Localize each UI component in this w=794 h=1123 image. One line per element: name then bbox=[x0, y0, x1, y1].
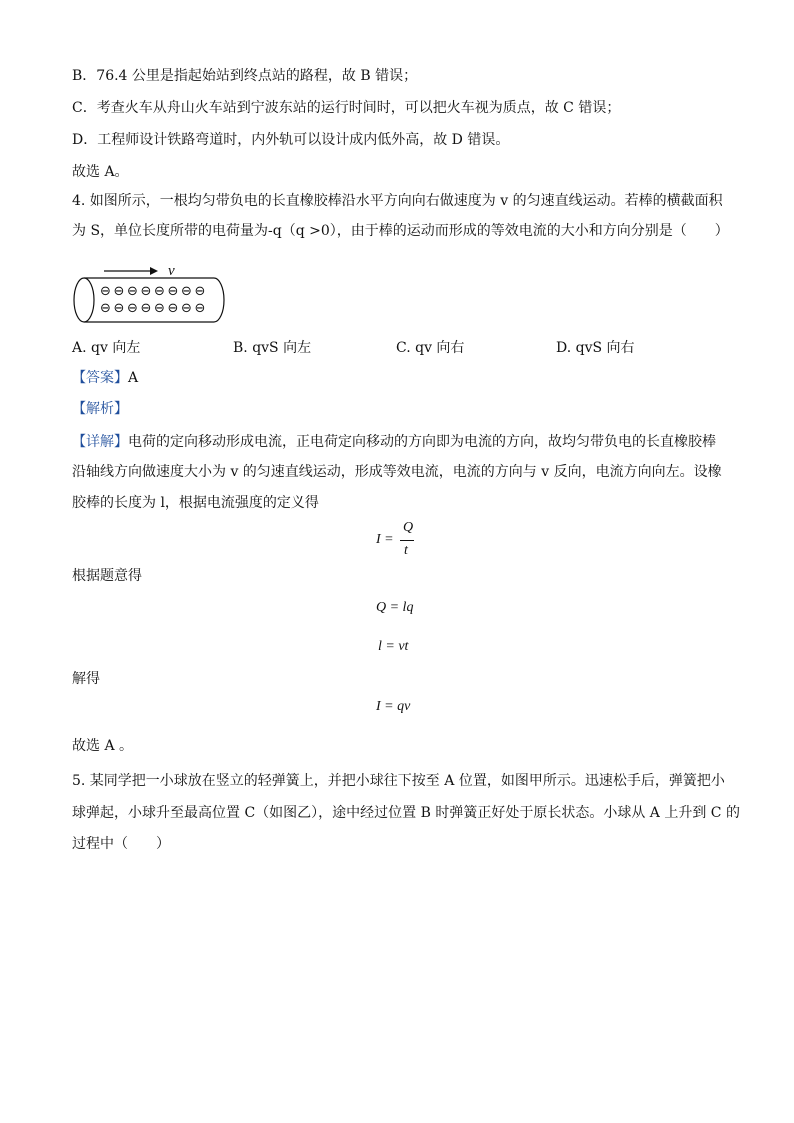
detail-text-1: 电荷的定向移动形成电流，正电荷定向移动的方向即为电流的方向，故均匀带负电的长直橡胶棒 bbox=[128, 434, 716, 450]
equation-current-definition bbox=[376, 520, 422, 564]
negative-charge: ⊖ bbox=[194, 284, 206, 299]
line-option-c: C．考查火车从舟山火车站到宁波东站的运行时间时，可以把火车视为质点，故 C 错误； bbox=[72, 100, 621, 116]
negative-charge: ⊖ bbox=[167, 284, 179, 299]
answer-value: A bbox=[128, 370, 139, 386]
answer-line bbox=[72, 368, 138, 388]
analysis-tag: 【解析】 bbox=[72, 401, 128, 417]
negative-charge: ⊖ bbox=[140, 301, 152, 316]
rod-end-face bbox=[74, 278, 94, 322]
detail-line-1 bbox=[72, 432, 716, 452]
negative-charge: ⊖ bbox=[194, 301, 206, 316]
choose-answer-2: 故选 A 。 bbox=[72, 738, 134, 754]
question-5-line-2: 球弹起，小球升至最高位置 C（如图乙），途中经过位置 B 时弹簧正好处于原长状态。小球从 A 上升到 C 的 bbox=[72, 805, 740, 821]
detail-line-3: 胶棒的长度为 l，根据电流强度的定义得 bbox=[72, 495, 319, 511]
solve-label: 解得 bbox=[72, 671, 100, 687]
velocity-arrow-head bbox=[150, 267, 158, 275]
option-d: D. qvS 向右 bbox=[556, 340, 635, 356]
negative-charge: ⊖ bbox=[113, 284, 125, 299]
negative-charge: ⊖ bbox=[127, 284, 138, 299]
negative-charge: ⊖ bbox=[100, 301, 111, 316]
question-4-line-1: 4. 如图所示，一根均匀带负电的长直橡胶棒沿水平方向向右做速度为 v 的匀速直线运动。若棒的横截面积 bbox=[72, 193, 723, 209]
equation-length: l = vt bbox=[378, 639, 409, 654]
negative-charge: ⊖ bbox=[113, 301, 125, 316]
line-option-b: B．76.4 公里是指起始站到终点站的路程，故 B 错误； bbox=[72, 68, 418, 84]
option-c: C. qv 向右 bbox=[396, 340, 465, 356]
fraction-numerator: Q bbox=[403, 520, 414, 535]
negative-charge: ⊖ bbox=[154, 301, 165, 316]
negative-charge: ⊖ bbox=[181, 301, 192, 316]
question-5-line-3: 过程中（ ） bbox=[72, 836, 170, 852]
negative-charge: ⊖ bbox=[127, 301, 138, 316]
negative-charge: ⊖ bbox=[154, 284, 165, 299]
equation-charge: Q = lq bbox=[376, 600, 414, 615]
detail-line-2: 沿轴线方向做速度大小为 v 的匀速直线运动，形成等效电流，电流的方向与 v 反向，电流方向向左。设橡 bbox=[72, 464, 722, 480]
negative-charge: ⊖ bbox=[167, 301, 179, 316]
choose-answer-1: 故选 A。 bbox=[72, 164, 129, 180]
negative-charge: ⊖ bbox=[140, 284, 152, 299]
velocity-label: v bbox=[168, 263, 175, 279]
question-4-line-2: 为 S，单位长度所带的电荷量为-q（q >0），由于棒的运动而形成的等效电流的大小和方向分别是（ ） bbox=[72, 223, 729, 239]
charged-rod-figure bbox=[70, 262, 230, 326]
detail-tag: 【详解】 bbox=[72, 434, 128, 450]
line-option-d: D．工程师设计铁路弯道时，内外轨可以设计成内低外高，故 D 错误。 bbox=[72, 132, 510, 148]
option-b: B. qvS 向左 bbox=[233, 340, 312, 356]
equation-result: I = qv bbox=[376, 699, 411, 714]
answer-tag: 【答案】 bbox=[72, 370, 128, 386]
negative-charge: ⊖ bbox=[100, 284, 111, 299]
charge-group bbox=[100, 284, 205, 316]
option-a: A. qv 向左 bbox=[72, 340, 141, 356]
question-5-line-1: 5. 某同学把一小球放在竖立的轻弹簧上，并把小球往下按至 A 位置，如图甲所示。迅速松手后，弹簧把小 bbox=[72, 773, 725, 789]
negative-charge: ⊖ bbox=[181, 284, 192, 299]
fraction-denominator: t bbox=[404, 543, 408, 558]
fraction-bar bbox=[400, 540, 414, 541]
by-problem-label: 根据题意得 bbox=[72, 568, 142, 584]
equation-lhs: I = bbox=[376, 532, 394, 547]
